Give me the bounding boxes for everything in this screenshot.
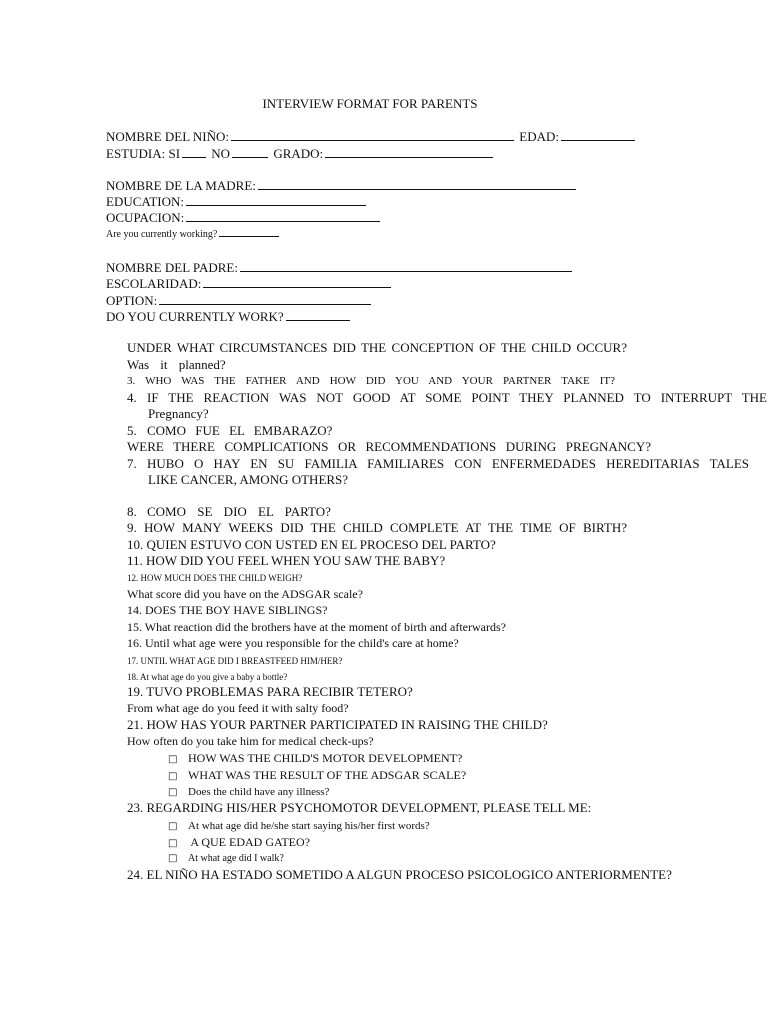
question-21: 21. HOW HAS YOUR PARTNER PARTICIPATED IN RAISING THE CHILD? bbox=[127, 717, 548, 732]
question-22: How often do you take him for medical check-ups? bbox=[127, 734, 374, 748]
question-10: 10. QUIEN ESTUVO CON USTED EN EL PROCESO DEL PARTO? bbox=[127, 537, 496, 552]
question-13: What score did you have on the ADSGAR scale? bbox=[127, 587, 363, 601]
father-option-label: OPTION: bbox=[106, 293, 158, 308]
question-8-text: COMO SE DIO EL PARTO? bbox=[147, 504, 331, 519]
studies-yes-blank[interactable] bbox=[182, 145, 206, 158]
child-age-blank[interactable] bbox=[561, 128, 635, 141]
mother-occupation-line bbox=[106, 209, 382, 226]
mother-working-label: Are you currently working? bbox=[106, 229, 218, 240]
question-7-continued: LIKE CANCER, AMONG OTHERS? bbox=[148, 472, 349, 487]
q22-bullet-1-text: HOW WAS THE CHILD'S MOTOR DEVELOPMENT? bbox=[188, 751, 463, 765]
question-7-number: 7. bbox=[127, 456, 137, 471]
checkbox-icon[interactable]: □ bbox=[168, 821, 178, 832]
q22-bullet-3-text: Does the child have any illness? bbox=[188, 786, 330, 798]
father-option-line bbox=[106, 292, 373, 309]
question-3 bbox=[127, 373, 615, 389]
question-7-text: HUBO O HAY EN SU FAMILIA FAMILIARES CON ENFERMEDADES HEREDITARIAS TALES bbox=[147, 456, 749, 471]
question-9: 9. HOW MANY WEEKS DID THE CHILD COMPLETE AT THE TIME OF BIRTH? bbox=[127, 520, 627, 535]
father-work-blank[interactable] bbox=[286, 308, 350, 321]
checkbox-icon[interactable]: □ bbox=[168, 838, 178, 849]
question-3-text: WHO WAS THE FATHER AND HOW DID YOU AND YOUR PARTNER TAKE IT? bbox=[145, 375, 615, 387]
mother-working-line bbox=[106, 227, 281, 243]
studies-no-blank[interactable] bbox=[232, 145, 268, 158]
q23-bullet-2-text: A QUE EDAD GATEO? bbox=[188, 835, 310, 849]
question-5-number: 5. bbox=[127, 423, 137, 438]
q23-bullet-2 bbox=[168, 834, 310, 852]
question-23: 23. REGARDING HIS/HER PSYCHOMOTOR DEVELOPMENT, PLEASE TELL ME: bbox=[127, 800, 592, 815]
father-schooling-blank[interactable] bbox=[203, 275, 391, 288]
child-name-line bbox=[106, 128, 637, 145]
form-title: INTERVIEW FORMAT FOR PARENTS bbox=[262, 96, 478, 111]
father-name-line bbox=[106, 259, 574, 276]
child-name-label: NOMBRE DEL NIÑO: bbox=[106, 129, 230, 144]
question-19: 19. TUVO PROBLEMAS PARA RECIBIR TETERO? bbox=[127, 684, 413, 699]
child-age-label: EDAD: bbox=[519, 129, 559, 144]
question-17: 17. UNTIL WHAT AGE DID I BREASTFEED HIM/HER? bbox=[127, 656, 343, 666]
q23-bullet-1-text: At what age did he/she start saying his/her first words? bbox=[188, 820, 430, 832]
question-16: 16. Until what age were you responsible for the child's care at home? bbox=[127, 636, 459, 650]
question-14: 14. DOES THE BOY HAVE SIBLINGS? bbox=[127, 603, 328, 617]
grade-blank[interactable] bbox=[325, 145, 493, 158]
question-8-number: 8. bbox=[127, 504, 137, 519]
question-5 bbox=[127, 423, 767, 439]
grade-label: GRADO: bbox=[273, 146, 324, 161]
studies-no-label: NO bbox=[211, 146, 231, 161]
mother-working-blank[interactable] bbox=[219, 227, 279, 237]
question-20: From what age do you feed it with salty food? bbox=[127, 701, 349, 715]
mother-education-line bbox=[106, 193, 368, 210]
question-12: 12. HOW MUCH DOES THE CHILD WEIGH? bbox=[127, 573, 303, 583]
mother-occupation-blank[interactable] bbox=[186, 209, 380, 222]
checkbox-icon[interactable]: □ bbox=[168, 771, 178, 782]
child-name-blank[interactable] bbox=[231, 128, 514, 141]
question-5-text: COMO FUE EL EMBARAZO? bbox=[147, 423, 333, 438]
question-4-continued: Pregnancy? bbox=[148, 406, 209, 421]
mother-education-blank[interactable] bbox=[186, 193, 366, 206]
father-schooling-line bbox=[106, 275, 393, 292]
q22-bullet-3 bbox=[168, 784, 329, 801]
question-4-number: 4. bbox=[127, 390, 137, 405]
question-3-number: 3. bbox=[127, 375, 136, 387]
question-7 bbox=[127, 456, 749, 472]
mother-name-blank[interactable] bbox=[258, 177, 576, 190]
question-2: Was it planned? bbox=[127, 357, 226, 372]
father-schooling-label: ESCOLARIDAD: bbox=[106, 276, 202, 291]
question-24: 24. EL NIÑO HA ESTADO SOMETIDO A ALGUN PROCESO PSICOLOGICO ANTERIORMENTE? bbox=[127, 867, 672, 882]
checkbox-icon[interactable]: □ bbox=[168, 754, 178, 765]
question-4-text: IF THE REACTION WAS NOT GOOD AT SOME POINT THEY PLANNED TO INTERRUPT THE bbox=[147, 390, 767, 405]
father-option-blank[interactable] bbox=[159, 292, 371, 305]
father-name-label: NOMBRE DEL PADRE: bbox=[106, 260, 238, 275]
q23-bullet-3 bbox=[168, 851, 284, 867]
q22-bullet-2-text: WHAT WAS THE RESULT OF THE ADSGAR SCALE? bbox=[188, 768, 467, 782]
child-studies-line bbox=[106, 145, 495, 162]
studies-yes-label: ESTUDIA: SI bbox=[106, 146, 181, 161]
q23-bullet-1 bbox=[168, 818, 430, 835]
q23-bullet-3-text: At what age did I walk? bbox=[188, 853, 284, 864]
mother-occupation-label: OCUPACION: bbox=[106, 210, 185, 225]
checkbox-icon[interactable]: □ bbox=[168, 787, 178, 798]
question-18: 18. At what age do you give a baby a bottle? bbox=[127, 672, 288, 682]
father-work-label: DO YOU CURRENTLY WORK? bbox=[106, 309, 284, 324]
mother-name-label: NOMBRE DE LA MADRE: bbox=[106, 178, 256, 193]
mother-name-line bbox=[106, 177, 578, 194]
father-name-blank[interactable] bbox=[240, 259, 572, 272]
question-8 bbox=[127, 504, 767, 520]
question-1: UNDER WHAT CIRCUMSTANCES DID THE CONCEPTION OF THE CHILD OCCUR? bbox=[127, 340, 627, 355]
father-work-line bbox=[106, 308, 352, 325]
question-6: WERE THERE COMPLICATIONS OR RECOMMENDATIONS DURING PREGNANCY? bbox=[127, 439, 651, 454]
q22-bullet-1 bbox=[168, 750, 462, 768]
question-15: 15. What reaction did the brothers have at the moment of birth and afterwards? bbox=[127, 620, 506, 634]
q22-bullet-2 bbox=[168, 767, 466, 785]
question-4 bbox=[127, 390, 767, 406]
mother-education-label: EDUCATION: bbox=[106, 194, 184, 209]
question-11: 11. HOW DID YOU FEEL WHEN YOU SAW THE BABY? bbox=[127, 553, 446, 568]
checkbox-icon[interactable]: □ bbox=[168, 853, 178, 864]
